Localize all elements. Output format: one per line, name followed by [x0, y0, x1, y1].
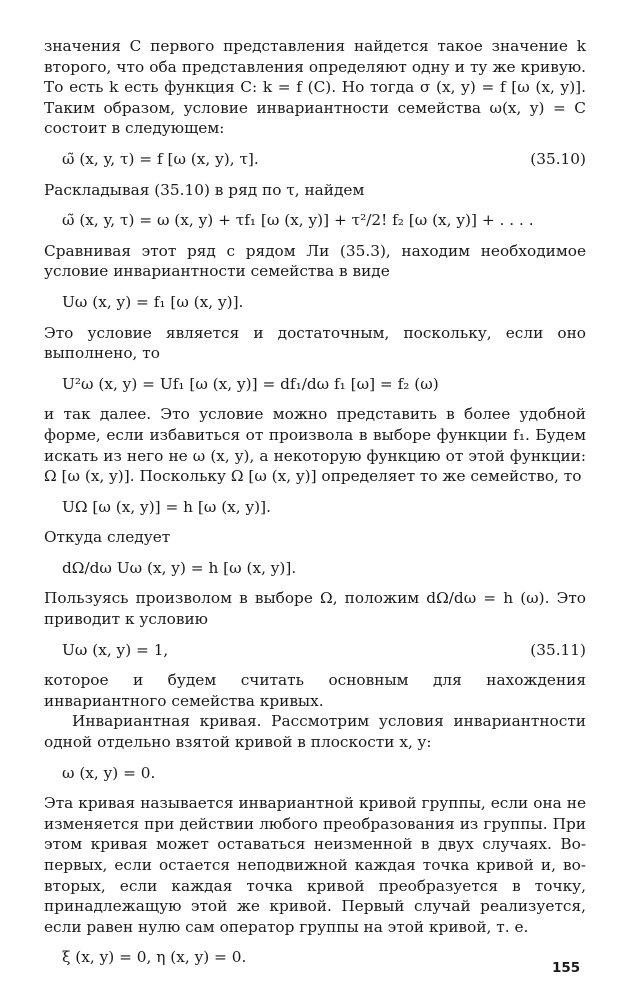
- equation-curve: [44, 763, 586, 784]
- equation-formula: ω̃ (x, y, τ) = ω (x, y) + τf₁ [ω (x, y)] + τ²/2! f₂ [ω (x, y)] + . . . .: [62, 211, 534, 230]
- equation-formula: U²ω (x, y) = Uf₁ [ω (x, y)] = df₁/dω f₁ [ω] = f₂ (ω): [62, 374, 439, 393]
- equation-omega-capital: [44, 497, 586, 518]
- equation-formula: dΩ/dω Uω (x, y) = h [ω (x, y)].: [62, 558, 297, 577]
- equation-formula: ω (x, y) = 0.: [62, 763, 156, 782]
- paragraph-5: и так далее. Это условие можно представить в более удобной форме, если избавиться от произвола в выборе функции f₁. Будем искать из него не ω (x, y), а некоторую функцию от этой функции: Ω [ω (x, y)]. Поскольку Ω [ω (x, y)] определяет то же семейство, то: [44, 405, 586, 486]
- paragraph-8: которое и будем считать основным для нахождения инвариантного семейства кривых.: [44, 671, 586, 710]
- paragraph-3: Сравнивая этот ряд с рядом Ли (35.3), находим необходимое условие инвариантности семейства в виде: [44, 241, 586, 281]
- paragraph-4: Это условие является и достаточным, поскольку, если оно выполнено, то: [44, 323, 586, 363]
- equation-formula: Uω (x, y) = f₁ [ω (x, y)].: [62, 292, 244, 311]
- equation-necessary-condition: [44, 292, 586, 313]
- paragraph-7: Пользуясь произволом в выборе Ω, положим dΩ/dω = h (ω). Это приводит к условию: [44, 589, 586, 629]
- equation-series: [44, 210, 586, 231]
- paragraph-6: Откуда следует: [44, 528, 171, 547]
- equation-number: (35.10): [530, 149, 586, 168]
- page-body: [44, 36, 586, 968]
- paragraph-2: Раскладывая (35.10) в ряд по τ, найдем: [44, 180, 365, 199]
- equation-number: (35.11): [530, 640, 586, 659]
- equation-formula: ω̃ (x, y, τ) = f [ω (x, y), τ].: [62, 149, 259, 168]
- paragraph-9: Инвариантная кривая. Рассмотрим условия инвариантности одной отдельно взятой кривой в плоскости x, y:: [44, 712, 586, 752]
- equation-35-10: [44, 149, 586, 170]
- equation-formula: Uω (x, y) = 1,: [62, 640, 169, 659]
- equation-second-order: [44, 374, 586, 395]
- equation-formula: ξ (x, y) = 0, η (x, y) = 0.: [62, 948, 247, 967]
- equation-35-11: [44, 640, 586, 661]
- paragraph-10: Эта кривая называется инвариантной кривой группы, если она не изменяется при действии любого преобразования из группы. При этом кривая может оставаться неизменной в двух случаях. Во-первых, если остается неподвижной каждая точка кривой и, во-вторых, если каждая точка кривой преобразуется в точку, принадлежащую этой же кривой. Первый случай реализуется, если равен нулю сам оператор группы на этой кривой, т. е.: [44, 794, 586, 936]
- page-number: 155: [552, 960, 581, 976]
- equation-operator-zero: [44, 947, 586, 968]
- paragraph-1: значения C первого представления найдется такое значение k второго, что оба представления определяют одну и ту же кривую. То есть k есть функция C: k = f (C). Но тогда σ (x, y) = f [ω (x, y)]. Таким образом, условие инвариантности семейства ω(x, y) = C состоит в следующем:: [44, 37, 586, 138]
- equation-formula: UΩ [ω (x, y)] = h [ω (x, y)].: [62, 497, 271, 516]
- equation-derived: [44, 558, 586, 579]
